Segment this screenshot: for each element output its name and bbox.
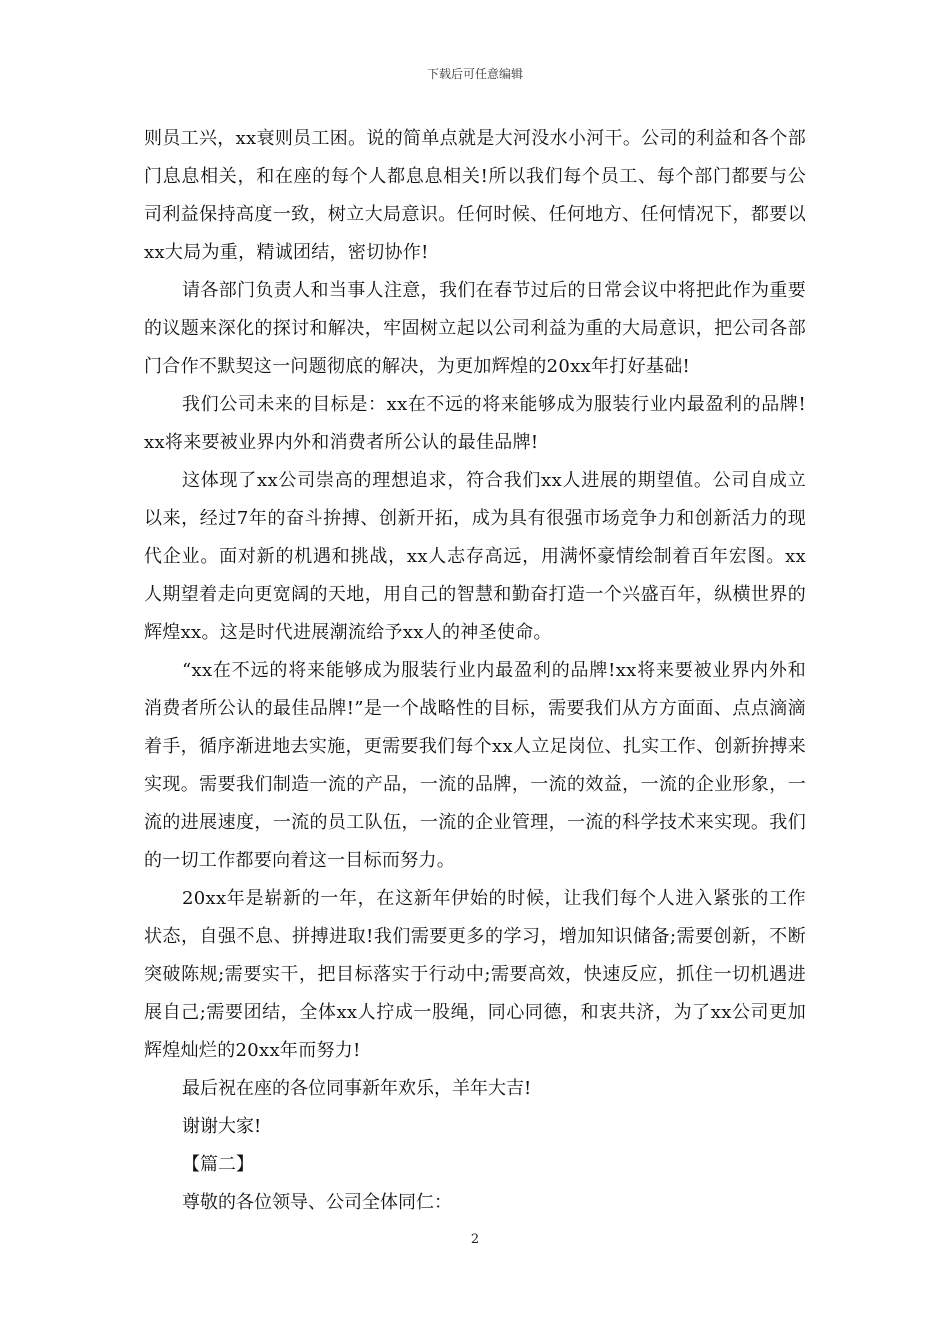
section-heading: 【篇二】 bbox=[182, 1154, 254, 1175]
closing-thanks: 谢谢大家! bbox=[182, 1116, 262, 1137]
paragraph-3: 我们公司未来的目标是：xx在不远的将来能够成为服装行业内最盈利的品牌!xx将来要被业界内外和消费者所公认的最佳品牌! bbox=[144, 394, 806, 453]
page-number: 2 bbox=[470, 1232, 480, 1247]
paragraph-2: 请各部门负责人和当事人注意，我们在春节过后的日常会议中将把此作为重要的议题来深化的探讨和解决，牢固树立起以公司利益为重的大局意识，把公司各部门合作不默契这一问题彻底的解决，为更加辉煌的20xx年打好基础! bbox=[144, 280, 806, 377]
page-header: 下载后可任意编辑 bbox=[426, 67, 523, 81]
paragraph-4: 这体现了xx公司崇高的理想追求，符合我们xx人进展的期望值。公司自成立以来，经过7年的奋斗拚搏、创新开拓，成为具有很强市场竞争力和创新活力的现代企业。面对新的机遇和挑战，xx人志存高远，用满怀豪情绘制着百年宏图。xx人期望着走向更宽阔的天地，用自己的智慧和勤奋打造一个兴盛百年，纵横世界的辉煌xx。这是时代进展潮流给予xx人的神圣使命。 bbox=[144, 470, 806, 643]
paragraph-6: 20xx年是崭新的一年，在这新年伊始的时候，让我们每个人进入紧张的工作状态，自强不息、拼搏进取!我们需要更多的学习，增加知识储备;需要创新，不断突破陈规;需要实干，把目标落实于行动中;需要高效，快速反应，抓住一切机遇进展自己;需要团结，全体xx人拧成一股绳，同心同德，和衷共济，为了xx公司更加辉煌灿烂的20xx年而努力! bbox=[144, 888, 806, 1061]
paragraph-5: “xx在不远的将来能够成为服装行业内最盈利的品牌!xx将来要被业界内外和消费者所公认的最佳品牌!”是一个战略性的目标，需要我们从方方面面、点点滴滴着手，循序渐进地去实施，更需要我们每个xx人立足岗位、扎实工作、创新拚搏来实现。需要我们制造一流的产品，一流的品牌，一流的效益，一流的企业形象，一流的进展速度，一流的员工队伍，一流的企业管理，一流的科学技术来实现。我们的一切工作都要向着这一目标而努力。 bbox=[144, 660, 806, 871]
salutation: 尊敬的各位领导、公司全体同仁： bbox=[182, 1192, 452, 1213]
paragraph-1: 则员工兴，xx衰则员工困。说的简单点就是大河没水小河干。公司的利益和各个部门息息相关，和在座的每个人都息息相关!所以我们每个员工、每个部门都要与公司利益保持高度一致，树立大局意识。任何时候、任何地方、任何情况下，都要以xx大局为重，精诚团结，密切协作! bbox=[144, 128, 806, 263]
document-body bbox=[144, 120, 806, 1222]
closing-wishes: 最后祝在座的各位同事新年欢乐，羊年大吉! bbox=[182, 1078, 532, 1099]
